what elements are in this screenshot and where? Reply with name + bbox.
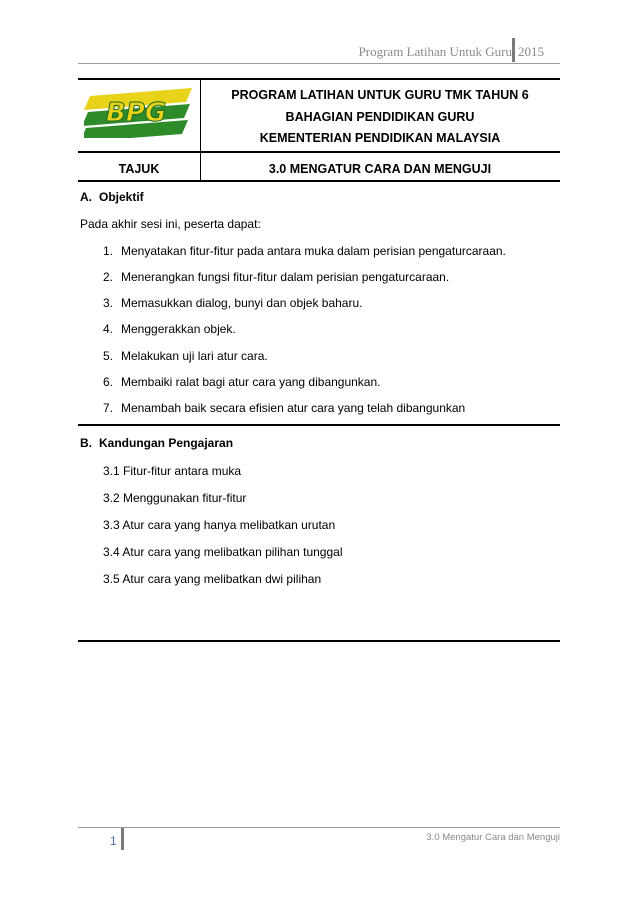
header-rule: [78, 63, 560, 64]
header-divider: [512, 38, 515, 62]
list-item: 3.4 Atur cara yang melibatkan pilihan tunggal: [103, 545, 343, 559]
content-letter: B.: [80, 436, 92, 450]
institution-line-1: PROGRAM LATIHAN UNTUK GURU TMK TAHUN 6: [231, 88, 529, 102]
content-title: Kandungan Pengajaran: [99, 436, 234, 450]
list-item: 6. Membaiki ralat bagi atur cara yang dibangunkan.: [103, 375, 381, 389]
list-item: 4. Menggerakkan objek.: [103, 322, 236, 336]
table-bottom-rule: [78, 640, 560, 642]
table-top-rule: [78, 78, 560, 80]
footer-title: 3.0 Mengatur Cara dan Menguji: [426, 832, 560, 843]
objective-title: Objektif: [99, 190, 144, 204]
header-year: 2015: [518, 44, 544, 59]
objective-heading: [80, 190, 144, 204]
objective-letter: A.: [80, 190, 92, 204]
header-title: Program Latihan Untuk Guru: [358, 44, 512, 59]
list-item: 3. Memasukkan dialog, bunyi dan objek baharu.: [103, 296, 363, 310]
topic-label: TAJUK: [118, 162, 160, 176]
list-item: 3.2 Menggunakan fitur-fitur: [103, 491, 247, 505]
content-heading: [80, 436, 233, 450]
list-item: 3.1 Fitur-fitur antara muka: [103, 464, 242, 478]
institution-line-3: KEMENTERIAN PENDIDIKAN MALAYSIA: [259, 131, 501, 145]
institution-line-2: BAHAGIAN PENDIDIKAN GURU: [285, 110, 475, 124]
list-item: 2. Menerangkan fungsi fitur-fitur dalam perisian pengaturcaraan.: [103, 270, 450, 284]
logo-text: BPG: [106, 98, 167, 128]
bpg-logo: [84, 84, 192, 138]
list-item: 3.5 Atur cara yang melibatkan dwi pilihan: [103, 572, 322, 586]
list-item: 3.3 Atur cara yang hanya melibatkan urutan: [103, 518, 336, 532]
section-divider-rule: [78, 424, 560, 426]
page-number: 1: [110, 834, 117, 848]
topic-bottom-rule: [78, 180, 560, 182]
list-item: 5. Melakukan uji lari atur cara.: [103, 349, 268, 363]
footer-divider: [121, 828, 124, 850]
objective-intro: Pada akhir sesi ini, peserta dapat:: [80, 217, 261, 231]
list-item: 7. Menambah baik secara efisien atur cara yang telah dibangunkan: [103, 401, 466, 415]
footer-rule: [78, 827, 560, 828]
list-item: 1. Menyatakan fitur-fitur pada antara muka dalam perisian pengaturcaraan.: [103, 244, 506, 258]
table-title-rule: [78, 151, 560, 153]
topic-value: 3.0 MENGATUR CARA DAN MENGUJI: [268, 162, 492, 176]
